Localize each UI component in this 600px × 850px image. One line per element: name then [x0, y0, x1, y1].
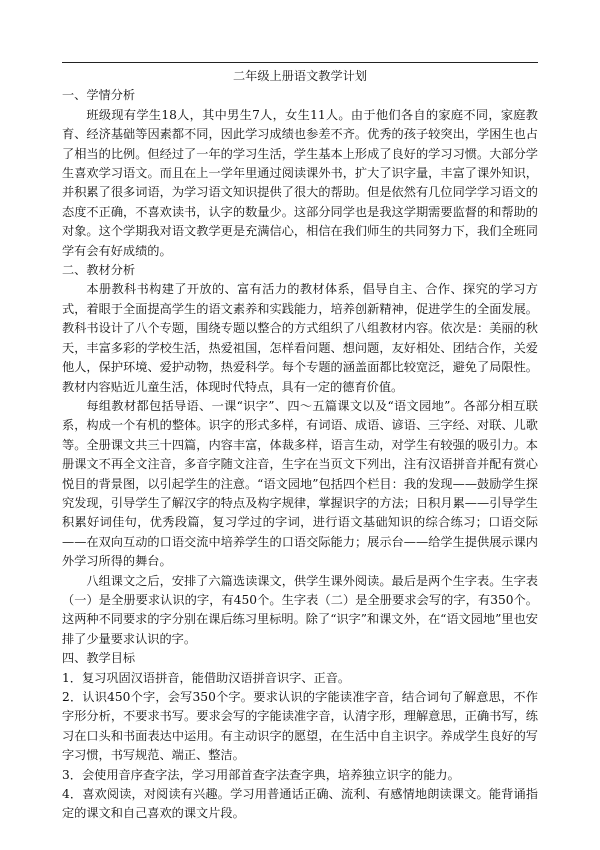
- paragraph: 班级现有学生18人，其中男生7人，女生11人。由于他们各自的家庭不同，家庭教育、经济基础等因素都不同，因此学习成绩也参差不齐。优秀的孩子较突出，学困生也占了相当的比例。但经过了一年的学习生活，学生基本上形成了良好的学习习惯。大部分学生喜欢学习语文。而且在上一学年里通过阅读课外书，扩大了识字量，丰富了课外知识，并积累了很多词语，为学习语文知识提供了很大的帮助。但是依然有几位同学学习语文的态度不正确，不喜欢读书，认字的数量少。这部分同学也是我这学期需要监督的和帮助的对象。这个学期我对语文教学更是充满信心，相信在我们师生的共同努力下，我们全班同学有会有好成绩的。: [62, 107, 538, 258]
- section-heading: 四、教学目标: [62, 651, 136, 666]
- document-page: [62, 62, 538, 824]
- paragraph: 本册教科书构建了开放的、富有活力的教材体系，倡导自主、合作、探究的学习方式，着眼于全面提高学生的语文素养和实践能力，培养创新精神，促进学生的全面发展。教科书设计了八个专题，围绕专题以整合的方式组织了八组教材内容。依次是：美丽的秋天，丰富多彩的学校生活，热爱祖国，怎样看问题、想问题，友好相处、团结合作，关爱他人，保护环境、爱护动物，热爱科学。每个专题的涵盖面都比较宽泛，避免了局限性。教材内容贴近儿童生活，体现时代特点，具有一定的德育价值。: [62, 282, 538, 394]
- section-student-analysis: [62, 86, 538, 261]
- section-heading: 二、教材分析: [62, 263, 136, 278]
- document-title: 二年级上册语文教学计划: [232, 69, 368, 83]
- section-heading: 一、学情分析: [62, 88, 136, 103]
- goal-item: 3．会使用音序查字法，学习用部首查字法查字典，培养独立识字的能力。: [62, 767, 460, 782]
- goal-item: 1．复习巩固汉语拼音，能借助汉语拼音识字、正音。: [62, 670, 351, 685]
- paragraph: 每组教材都包括导语、一课“识字”、四～五篇课文以及“语文园地”。各部分相互联系，构成一个有机的整体。识字的形式多样，有词语、成语、谚语、三字经、对联、儿歌等。全册课文共三十四篇，内容丰富，体裁多样，语言生动，对学生有较强的吸引力。本册课文不再全文注音，多音字随文注音，生字在当页文下列出，注有汉语拼音并配有赏心悦目的背景图，以引起学生的注意。“语文园地”包括四个栏目：我的发现——鼓励学生探究发现，引导学生了解汉字的特点及构字规律，掌握识字的方法；日积月累——引导学生积累好词佳句，优秀段篇，复习学过的字词，进行语文基础知识的综合练习；口语交际——在双向互动的口语交流中培养学生的口语交际能力；展示台——给学生提供展示课内外学习所得的舞台。: [62, 398, 538, 569]
- goal-item: 4．喜欢阅读，对阅读有兴趣。学习用普通话正确、流利、有感情地朗读课文。能背诵指定的课文和自己喜欢的课文片段。: [62, 787, 538, 821]
- goal-item: 2．认识450个字，会写350个字。要求认识的字能读准字音，结合词句了解意思，不作字形分析，不要求书写。要求会写的字能读准字音，认清字形，理解意思，正确书写，练习在口头和书面表达中运用。有主动识字的愿望，在生活中自主识字。养成学生良好的写字习惯，书写规范、端正、整洁。: [62, 690, 538, 763]
- section-teaching-goals: [62, 649, 538, 824]
- paragraph: 八组课文之后，安排了六篇选读课文，供学生课外阅读。最后是两个生字表。生字表（一）是全册要求认识的字，有450个。生字表（二）是全册要求会写的字，有350个。这两种不同要求的字分别在课后练习里标明。除了“识字”和课文外，在“语文园地”里也安排了少量要求认识的字。: [62, 573, 538, 646]
- section-textbook-analysis: [62, 261, 538, 649]
- top-rule: [62, 62, 538, 63]
